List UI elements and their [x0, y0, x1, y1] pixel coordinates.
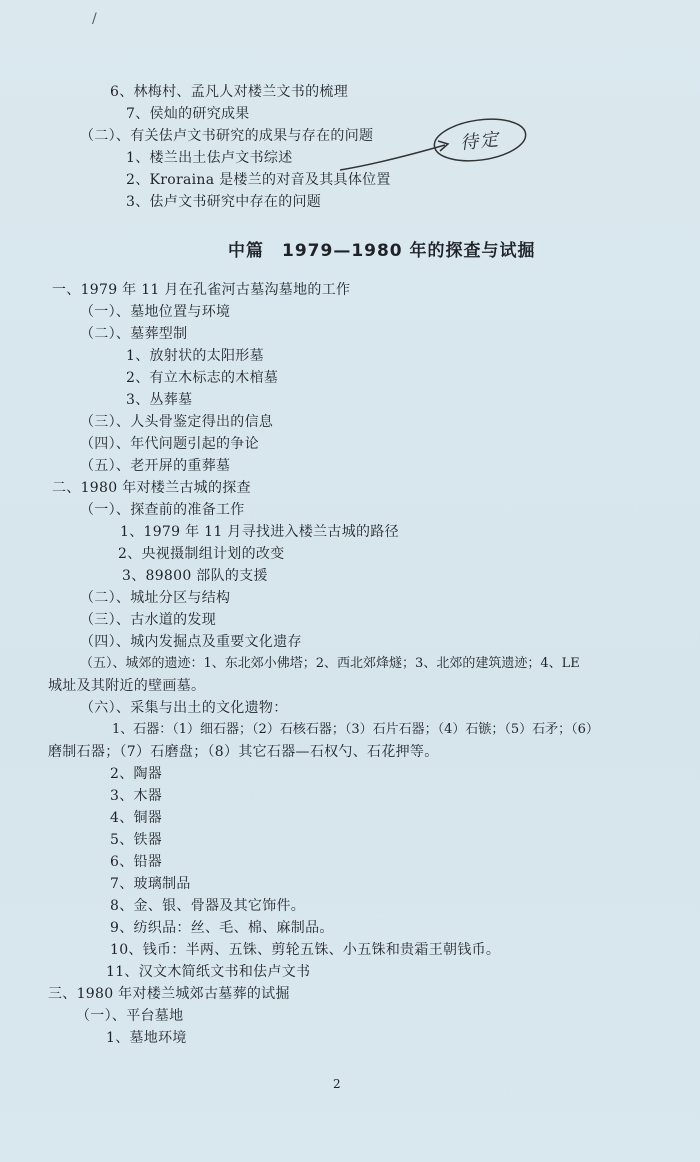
toc-line: （四）、年代问题引起的争论 — [80, 436, 259, 452]
toc-line: 3、89800 部队的支援 — [122, 568, 268, 584]
toc-line: 7、玻璃制品 — [110, 876, 191, 892]
toc-line: （二）、城址分区与结构 — [80, 590, 231, 606]
section-title: 中篇 1979—1980 年的探查与试掘 — [228, 241, 536, 261]
toc-line: 2、央视摄制组计划的改变 — [118, 546, 285, 562]
toc-line: （五）、城郊的遗迹：1、东北郊小佛塔；2、西北郊烽燧；3、北郊的建筑遗迹；4、LE — [80, 656, 580, 671]
toc-line: 4、铜器 — [110, 810, 163, 826]
toc-line: 三、1980 年对楼兰城郊古墓葬的试掘 — [48, 986, 290, 1002]
toc-line: 6、铅器 — [110, 854, 163, 870]
toc-line: 2、陶器 — [110, 766, 163, 782]
toc-line: 3、佉卢文书研究中存在的问题 — [126, 194, 322, 210]
toc-line: 8、金、银、骨器及其它饰件。 — [110, 898, 306, 914]
toc-line: （二）、墓葬型制 — [80, 326, 188, 342]
toc-line: （六）、采集与出土的文化遗物： — [80, 700, 288, 716]
toc-line: （一）、平台墓地 — [76, 1008, 184, 1024]
toc-line: 1、墓地环境 — [106, 1030, 187, 1046]
toc-line: （一）、墓地位置与环境 — [80, 304, 231, 320]
page-number: 2 — [333, 1077, 341, 1091]
toc-line: （三）、人头骨鉴定得出的信息 — [80, 414, 274, 430]
toc-line: 9、纺织品：丝、毛、棉、麻制品。 — [110, 920, 334, 936]
toc-line: 1、石器：（1）细石器；（2）石核石器；（3）石片石器；（4）石镞；（5）石矛；（6） — [112, 722, 599, 737]
toc-line: （一）、探查前的准备工作 — [80, 502, 245, 518]
toc-line: （三）、古水道的发现 — [80, 612, 216, 628]
toc-line: 7、侯灿的研究成果 — [126, 106, 250, 122]
toc-line: 磨制石器；（7）石磨盘；（8）其它石器—石权勺、石花押等。 — [48, 744, 439, 760]
toc-line: 3、木器 — [110, 788, 163, 804]
toc-line: 10、钱币：半两、五铢、剪轮五铢、小五铢和贵霜王朝钱币。 — [110, 942, 501, 958]
toc-line: （四）、城内发掘点及重要文化遗存 — [80, 634, 302, 650]
toc-line: 11、汉文木简纸文书和佉卢文书 — [106, 964, 311, 980]
toc-line: 1、楼兰出土佉卢文书综述 — [126, 150, 293, 166]
toc-line: 5、铁器 — [110, 832, 163, 848]
toc-line: 2、有立木标志的木棺墓 — [126, 370, 279, 386]
toc-line: 3、丛葬墓 — [126, 392, 193, 408]
toc-line: 城址及其附近的壁画墓。 — [48, 678, 206, 694]
toc-line: （五）、老开屏的重葬墓 — [80, 458, 231, 474]
toc-line: （二）、有关佉卢文书研究的成果与存在的问题 — [80, 128, 374, 144]
margin-mark: / — [92, 11, 97, 27]
toc-line: 6、林梅村、孟凡人对楼兰文书的梳理 — [110, 84, 349, 100]
toc-line: 1、1979 年 11 月寻找进入楼兰古城的路径 — [120, 524, 399, 540]
toc-line: 一、1979 年 11 月在孔雀河古墓沟墓地的工作 — [52, 282, 351, 298]
toc-line: 二、1980 年对楼兰古城的探查 — [52, 480, 251, 496]
annotation-text: 待定 — [459, 128, 502, 155]
toc-line: 1、放射状的太阳形墓 — [126, 348, 264, 364]
toc-line: 2、Kroraina 是楼兰的对音及其具体位置 — [126, 172, 391, 188]
